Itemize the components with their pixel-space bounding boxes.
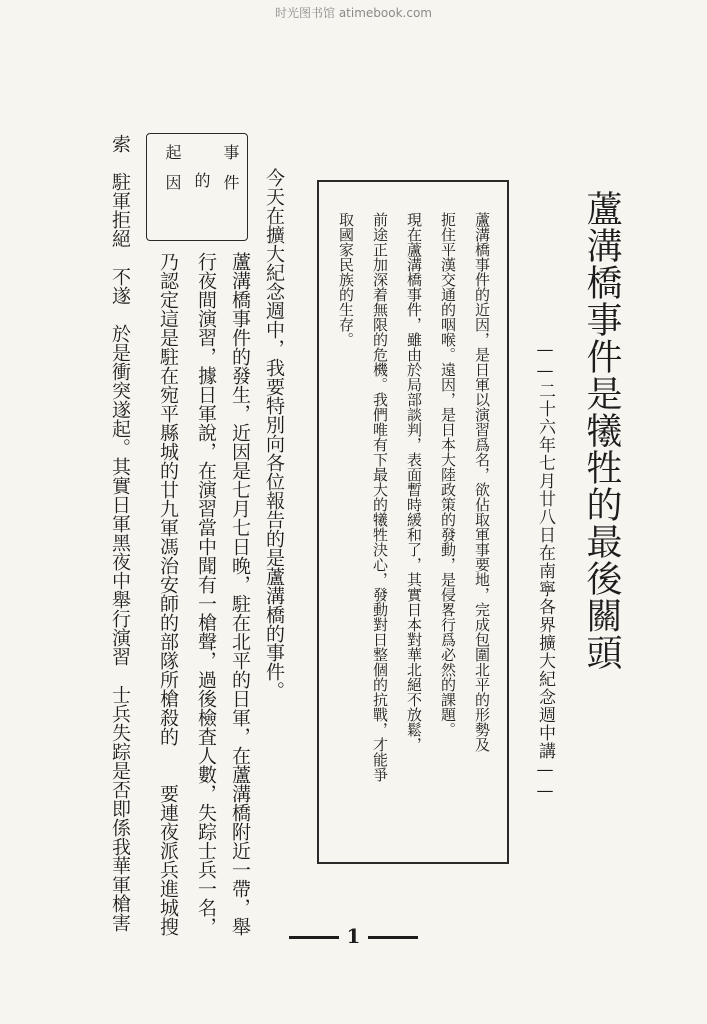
- body-line: 今天在擴大紀念週中，我要特別向各位報告的是蘆溝橋的事件。: [263, 168, 285, 700]
- summary-line: 蘆溝橋事件的近因，是日軍以演習爲名，欲佔取軍事要地，完成包圍北平的形勢及: [473, 212, 491, 752]
- page-number-value: 1: [346, 924, 361, 948]
- body-line: 乃認定這是駐在宛平縣城的廿九軍馮治安師的部隊所槍殺的 要連夜派兵進城搜: [157, 252, 179, 936]
- body-line: 行夜間演習，據日軍說，在演習當中聞有一槍聲，過後檢査人數，失踪士兵一名，: [195, 252, 217, 936]
- body-line: 蘆溝橋事件的發生，近因是七月七日晚，駐在北平的日軍，在蘆溝橋附近一帶，舉: [229, 252, 251, 936]
- side-heading-line: 的: [192, 172, 211, 188]
- summary-line: 現在蘆溝橋事件，雖由於局部談判，表面暫時緩和了，其實日本對華北絕不放鬆，: [405, 212, 423, 752]
- body-line: 索 駐軍拒絕 不遂 於是衝突遂起。其實日軍黑夜中舉行演習 士兵失踪是否即係我華軍槍害: [109, 134, 131, 932]
- side-heading-line: 事件: [221, 144, 240, 204]
- page-number: [0, 924, 707, 948]
- dash-right: [368, 936, 418, 939]
- site-watermark: 时光图书馆 atimebook.com: [275, 6, 432, 20]
- dash-left: [289, 936, 339, 939]
- summary-line: 前途正加深着無限的危機。我們唯有下最大的犧牲決心，發動對日整個的抗戰，才能爭: [371, 212, 389, 782]
- page-subtitle: ——二十六年七月廿八日在南寧各界擴大紀念週中講——: [535, 340, 555, 802]
- summary-line: 取國家民族的生存。: [337, 212, 355, 347]
- summary-line: 扼住平漢交通的咽喉。遠因，是日本大陸政策的發動，是侵畧行爲必然的課題。: [439, 212, 457, 737]
- side-heading-line: 起因: [163, 144, 182, 204]
- page-title: 蘆溝橋事件是犧牲的最後關頭: [581, 190, 622, 671]
